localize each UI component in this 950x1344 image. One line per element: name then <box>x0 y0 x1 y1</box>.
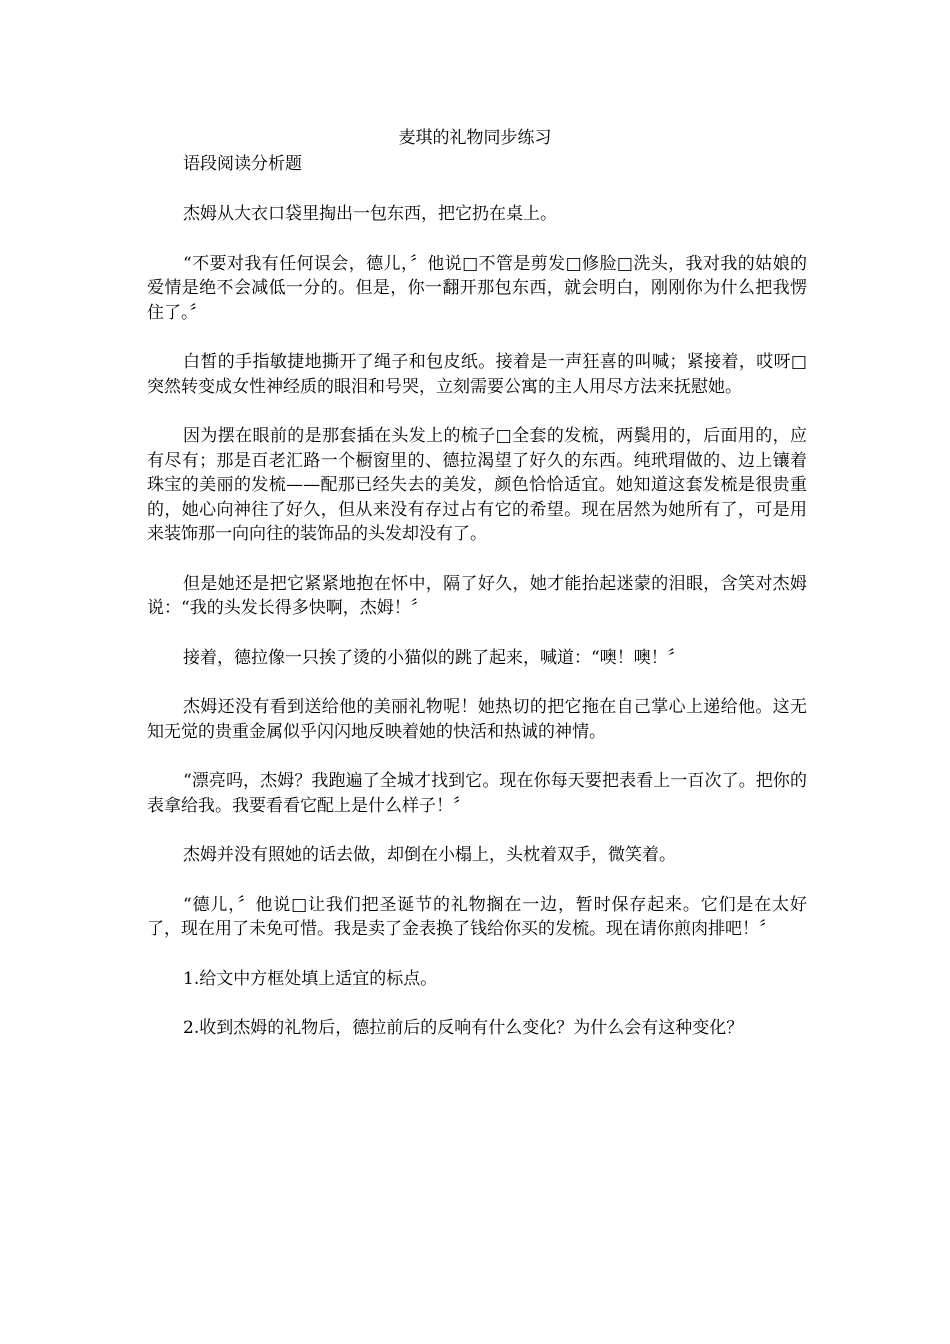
paragraph: 杰姆还没有看到送给他的美丽礼物呢！她热切的把它拖在自己掌心上递给他。这无知无觉的贵重金属似乎闪闪地反映着她的快活和热诚的神情。 <box>147 697 807 742</box>
paragraph: 白皙的手指敏捷地撕开了绳子和包皮纸。接着是一声狂喜的叫喊；紧接着，哎呀□突然转变成女性神经质的眼泪和号哭，立刻需要公寓的主人用尽方法来抚慰她。 <box>147 352 807 397</box>
question-2: 2.收到杰姆的礼物后，德拉前后的反响有什么变化？为什么会有这种变化？ <box>183 1018 744 1038</box>
paragraph: 但是她还是把它紧紧地抱在怀中，隔了好久，她才能抬起迷蒙的泪眼，含笑对杰姆说：“我的头发长得多快啊，杰姆！〞 <box>147 573 807 618</box>
paragraph: 接着，德拉像一只挨了烫的小猫似的跳了起来，喊道：“噢！噢！〞 <box>183 647 685 668</box>
paragraph: “不要对我有任何误会，德儿，〞他说□不管是剪发□修脸□洗头，我对我的姑娘的爱情是绝不会减低一分的。但是，你一翻开那包东西，就会明白，刚刚你为什么把我愣住了。〞 <box>147 253 807 323</box>
section-heading: 语段阅读分析题 <box>183 154 302 174</box>
paragraph: “德儿，〞他说□让我们把圣诞节的礼物搁在一边，暂时保存起来。它们是在太好了，现在用了未免可惜。我是卖了金表换了钱给你买的发梳。现在请你煎肉排吧！〞 <box>147 894 807 939</box>
paragraph: 杰姆并没有照她的话去做，却倒在小榻上，头枕着双手，微笑着。 <box>183 845 676 865</box>
paragraph: “漂亮吗，杰姆？我跑遍了全城才找到它。现在你每天要把表看上一百次了。把你的表拿给我。我要看看它配上是什么样子！〞 <box>147 771 807 816</box>
paragraph: 杰姆从大衣口袋里掏出一包东西，把它扔在桌上。 <box>183 204 557 224</box>
document-body <box>147 202 807 1041</box>
paragraph: 因为摆在眼前的是那套插在头发上的梳子□全套的发梳，两鬓用的，后面用的，应有尽有；那是百老汇路一个橱窗里的、德拉渴望了好久的东西。纯玳瑁做的、边上镶着珠宝的美丽的发梳——配那已经失去的美发，颜色恰恰适宜。她知道这套发梳是很贵重的，她心向神往了好久，但从来没有存过占有它的希望。现在居然为她所有了，可是用来装饰那一向向往的装饰品的头发却没有了。 <box>147 426 807 544</box>
document-title: 麦琪的礼物同步练习 <box>398 128 552 148</box>
question-1: 1.给文中方框处填上适宜的标点。 <box>183 968 438 989</box>
